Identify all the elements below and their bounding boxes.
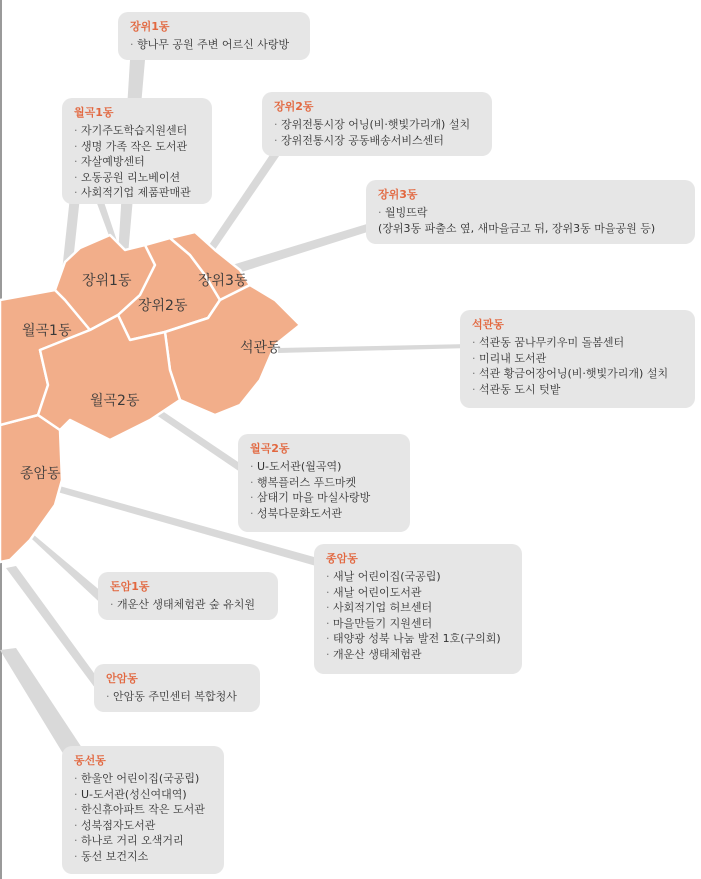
list-item: · 새날 어린이도서관	[326, 585, 510, 601]
callout-jangwi1	[118, 12, 310, 60]
callout-list	[250, 459, 398, 521]
callout-list	[326, 569, 510, 662]
map-label-wolgok1: 월곡1동	[22, 323, 72, 339]
callout-wolgok1	[62, 98, 212, 204]
list-item: · 사회적기업 허브센터	[326, 600, 510, 616]
callout-list	[472, 335, 683, 397]
callout-list	[74, 123, 200, 201]
list-item: · 향나무 공원 주변 어르신 사랑방	[130, 37, 298, 53]
list-item: · 장위전통시장 공동배송서비스센터	[274, 133, 480, 149]
leader-seokgwan	[278, 344, 470, 353]
callout-title: 동선동	[74, 754, 106, 767]
callout-jangwi3	[366, 180, 695, 244]
list-item: · 하나로 거리 오색거리	[74, 833, 212, 849]
callout-title: 장위3동	[378, 188, 418, 201]
callout-list	[378, 205, 683, 236]
map-label-jangwi3: 장위3동	[198, 273, 248, 289]
map-label-jangwi2: 장위2동	[138, 298, 188, 314]
list-item: · 성북다문화도서관	[250, 506, 398, 522]
list-item: · 생명 가족 작은 도서관	[74, 139, 200, 155]
callout-wolgok2	[238, 434, 410, 532]
list-item: · 자기주도학습지원센터	[74, 123, 200, 139]
list-item: · 석관동 도시 텃밭	[472, 382, 683, 398]
callout-dongseon	[62, 746, 224, 874]
list-item: · 석관동 꿈나무키우미 돌봄센터	[472, 335, 683, 351]
callout-title: 월곡2동	[250, 442, 290, 455]
region-jongam[interactable]	[0, 415, 62, 562]
callout-title: 월곡1동	[74, 106, 114, 119]
list-item: · 개운산 생태체험관 숲 유치원	[110, 597, 266, 613]
list-item: · 안암동 주민센터 복합청사	[106, 689, 248, 705]
map-label-wolgok2: 월곡2동	[90, 393, 140, 409]
callout-list	[74, 771, 212, 864]
callout-anam	[94, 664, 260, 712]
list-item: · 성북점자도서관	[74, 818, 212, 834]
list-item: · 한울안 어린이집(국공립)	[74, 771, 212, 787]
list-item: · 마을만들기 지원센터	[326, 616, 510, 632]
callout-list	[106, 689, 248, 705]
callout-title: 석관동	[472, 318, 504, 331]
leader-jangwi3	[232, 220, 380, 275]
callout-title: 장위1동	[130, 20, 170, 33]
callout-title: 종암동	[326, 552, 358, 565]
callout-jongam	[314, 544, 522, 674]
callout-title: 장위2동	[274, 100, 314, 113]
map-label-jangwi1: 장위1동	[82, 273, 132, 289]
list-item: · 월빙뜨락	[378, 205, 683, 221]
list-item: · 오동공원 리노베이션	[74, 170, 200, 186]
list-item: · U-도서관(성신여대역)	[74, 787, 212, 803]
callout-seokgwan	[460, 310, 695, 408]
list-item: · 태양광 성북 나눔 발전 1호(구의회)	[326, 631, 510, 647]
list-item: · 개운산 생태체험관	[326, 647, 510, 663]
list-item: · 사회적기업 제품판매관	[74, 185, 200, 201]
list-item: · 석관 황금어장어닝(비·햇빛가리개) 설치	[472, 366, 683, 382]
list-item: · U-도서관(월곡역)	[250, 459, 398, 475]
list-item: · 한신휴아파트 작은 도서관	[74, 802, 212, 818]
callout-list	[130, 37, 298, 53]
map-label-seokgwan: 석관동	[240, 340, 281, 356]
list-item: · 미리내 도서관	[472, 351, 683, 367]
list-item: (장위3동 파출소 옆, 새마을금고 뒤, 장위3동 마을공원 등)	[378, 221, 656, 235]
callout-list	[274, 117, 480, 148]
callout-title: 안암동	[106, 672, 138, 685]
callout-list	[110, 597, 266, 613]
callout-title: 돈암1동	[110, 580, 150, 593]
callout-donam1	[98, 572, 278, 620]
list-item: · 장위전통시장 어닝(비·햇빛가리개) 설치	[274, 117, 480, 133]
list-item: · 삼태기 마을 마실사랑방	[250, 490, 398, 506]
list-item: · 자살예방센터	[74, 154, 200, 170]
list-item: · 행복플러스 푸드마켓	[250, 475, 398, 491]
list-item: · 새날 어린이집(국공립)	[326, 569, 510, 585]
map-label-jongam: 종암동	[20, 466, 61, 482]
callout-jangwi2	[262, 92, 492, 156]
list-item: · 동선 보건지소	[74, 849, 212, 865]
